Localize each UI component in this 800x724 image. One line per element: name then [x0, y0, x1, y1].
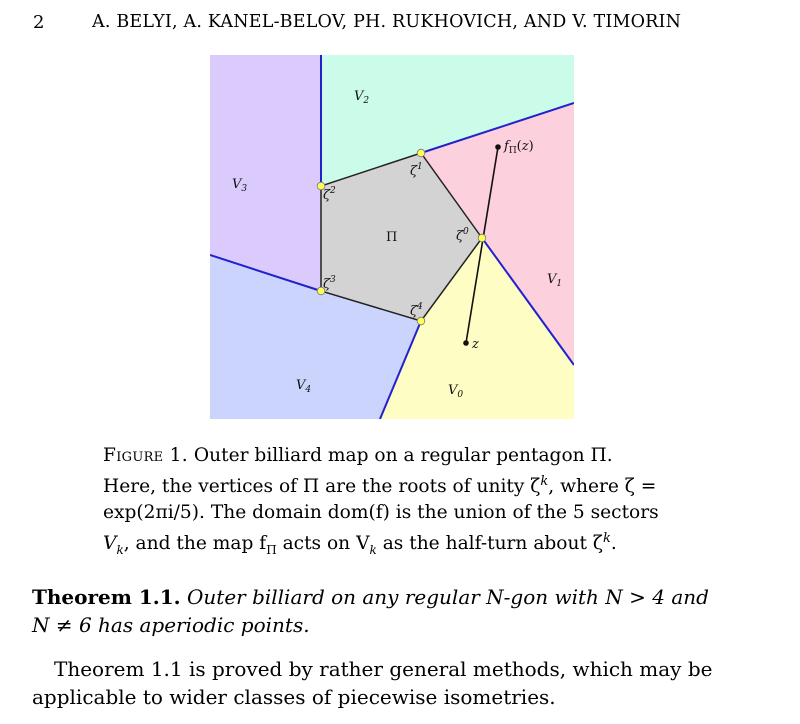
caption-line-4-b: , and the map f: [123, 533, 267, 555]
point-label-f-z: $f_\Pi(z)$: [504, 139, 534, 156]
vertex-label-zeta-1: $\zeta^1$: [410, 162, 423, 179]
running-head: [0, 10, 800, 36]
vertex-label-zeta-3: $\zeta^3$: [323, 275, 336, 292]
vertex-zeta-1: [417, 149, 425, 157]
point-label-z: z: [472, 337, 479, 352]
pentagon-label: Π: [386, 230, 398, 245]
sector-label-v3: $V_3$: [232, 177, 248, 194]
caption-v-sub: k: [116, 543, 124, 558]
caption-line-4: [103, 526, 703, 563]
vertex-label-zeta-4: $\zeta^4$: [410, 302, 423, 319]
sector-label-v0: $V_0$: [448, 383, 464, 400]
figure-outer-billiard: [210, 55, 574, 419]
body-paragraph: [32, 655, 777, 711]
caption-line-1: [103, 443, 703, 469]
caption-figure-label: Figure 1.: [103, 445, 189, 466]
caption-line-2-sup: k: [540, 474, 549, 489]
paragraph-line-1: Theorem 1.1 is proved by rather general methods, which may be: [54, 657, 713, 681]
theorem-line-1-text: Outer billiard on any regular N-gon with N > 4 and: [180, 585, 709, 609]
caption-v-symbol: V: [103, 533, 117, 555]
figure-canvas: [210, 55, 574, 419]
caption-line-4-c: acts on V: [276, 533, 370, 555]
vertex-label-zeta-2: $\zeta^2$: [323, 186, 336, 203]
caption-line-4-e: .: [610, 533, 617, 555]
theorem-line-1: [32, 583, 777, 611]
sector-label-v2: $V_2$: [354, 89, 370, 106]
caption-line-1-text: Outer billiard map on a regular pentagon Π.: [188, 445, 613, 466]
sector-label-v4: $V_4$: [296, 378, 312, 395]
sector-label-v1: $V_1$: [547, 272, 563, 289]
caption-line-4-d: as the half-turn about ζ: [376, 533, 603, 555]
theorem-line-2: N ≠ 6 has aperiodic points.: [32, 613, 310, 637]
vertex-label-zeta-0: $\zeta^0$: [456, 227, 469, 244]
caption-f-sub: Π: [266, 543, 277, 558]
caption-line-2: [103, 469, 703, 500]
theorem-title: Theorem 1.1.: [32, 585, 181, 609]
page-number: 2: [33, 12, 45, 33]
caption-line-2-text: Here, the vertices of Π are the roots of unity ζ: [103, 476, 541, 498]
sector-v3: [210, 55, 321, 291]
caption-line-2-end: , where ζ =: [548, 476, 657, 498]
figure-caption: [103, 443, 703, 563]
paragraph-line-2: applicable to wider classes of piecewise isometries.: [32, 685, 556, 709]
caption-zeta-sup: k: [602, 531, 611, 547]
caption-line-3: exp(2πi/5). The domain dom(f) is the union of the 5 sectors: [103, 502, 659, 524]
caption-v-sub-2: k: [369, 543, 377, 558]
point-z: [463, 340, 469, 346]
vertex-zeta-4: [417, 317, 425, 325]
point-f-z: [495, 144, 501, 150]
author-list: A. BELYI, A. KANEL-BELOV, PH. RUKHOVICH, AND V. TIMORIN: [92, 12, 682, 32]
theorem-1-1: [32, 583, 777, 639]
vertex-zeta-0: [478, 234, 486, 242]
